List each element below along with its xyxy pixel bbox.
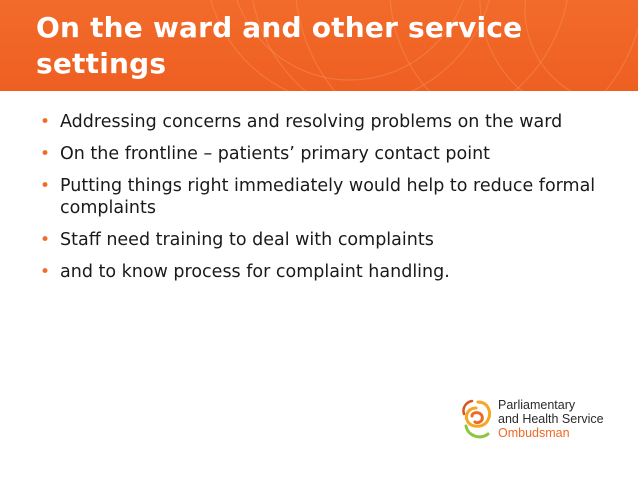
bullet-item [40, 229, 620, 251]
bullet-item [40, 175, 620, 219]
logo-line-2: and Health Service [498, 412, 604, 426]
bullet-text: Staff need training to deal with complaints [60, 230, 434, 250]
slide-title: On the ward and other service settings [36, 11, 523, 80]
title-banner [0, 0, 638, 91]
bullet-dot-icon: • [40, 262, 51, 282]
bullet-item [40, 111, 620, 133]
bullet-text: On the frontline – patients’ primary contact point [60, 144, 491, 164]
bullet-dot-icon: • [40, 144, 51, 164]
bullet-dot-icon: • [40, 176, 51, 196]
bullet-text: Putting things right immediately would help to reduce formal complaints [60, 176, 596, 218]
logo-wordmark [498, 398, 604, 440]
bullet-item [40, 261, 620, 283]
bullet-item [40, 143, 620, 165]
swirl-emblem-icon [458, 396, 498, 444]
bullet-text: and to know process for complaint handling. [60, 262, 450, 282]
logo-line-3: Ombudsman [498, 426, 570, 440]
bullet-text: Addressing concerns and resolving problems on the ward [60, 112, 563, 132]
ombudsman-logo [458, 396, 608, 444]
logo-line-1: Parliamentary [498, 398, 576, 412]
bullet-dot-icon: • [40, 230, 51, 250]
bullet-dot-icon: • [40, 112, 51, 132]
bullet-list [40, 111, 620, 293]
